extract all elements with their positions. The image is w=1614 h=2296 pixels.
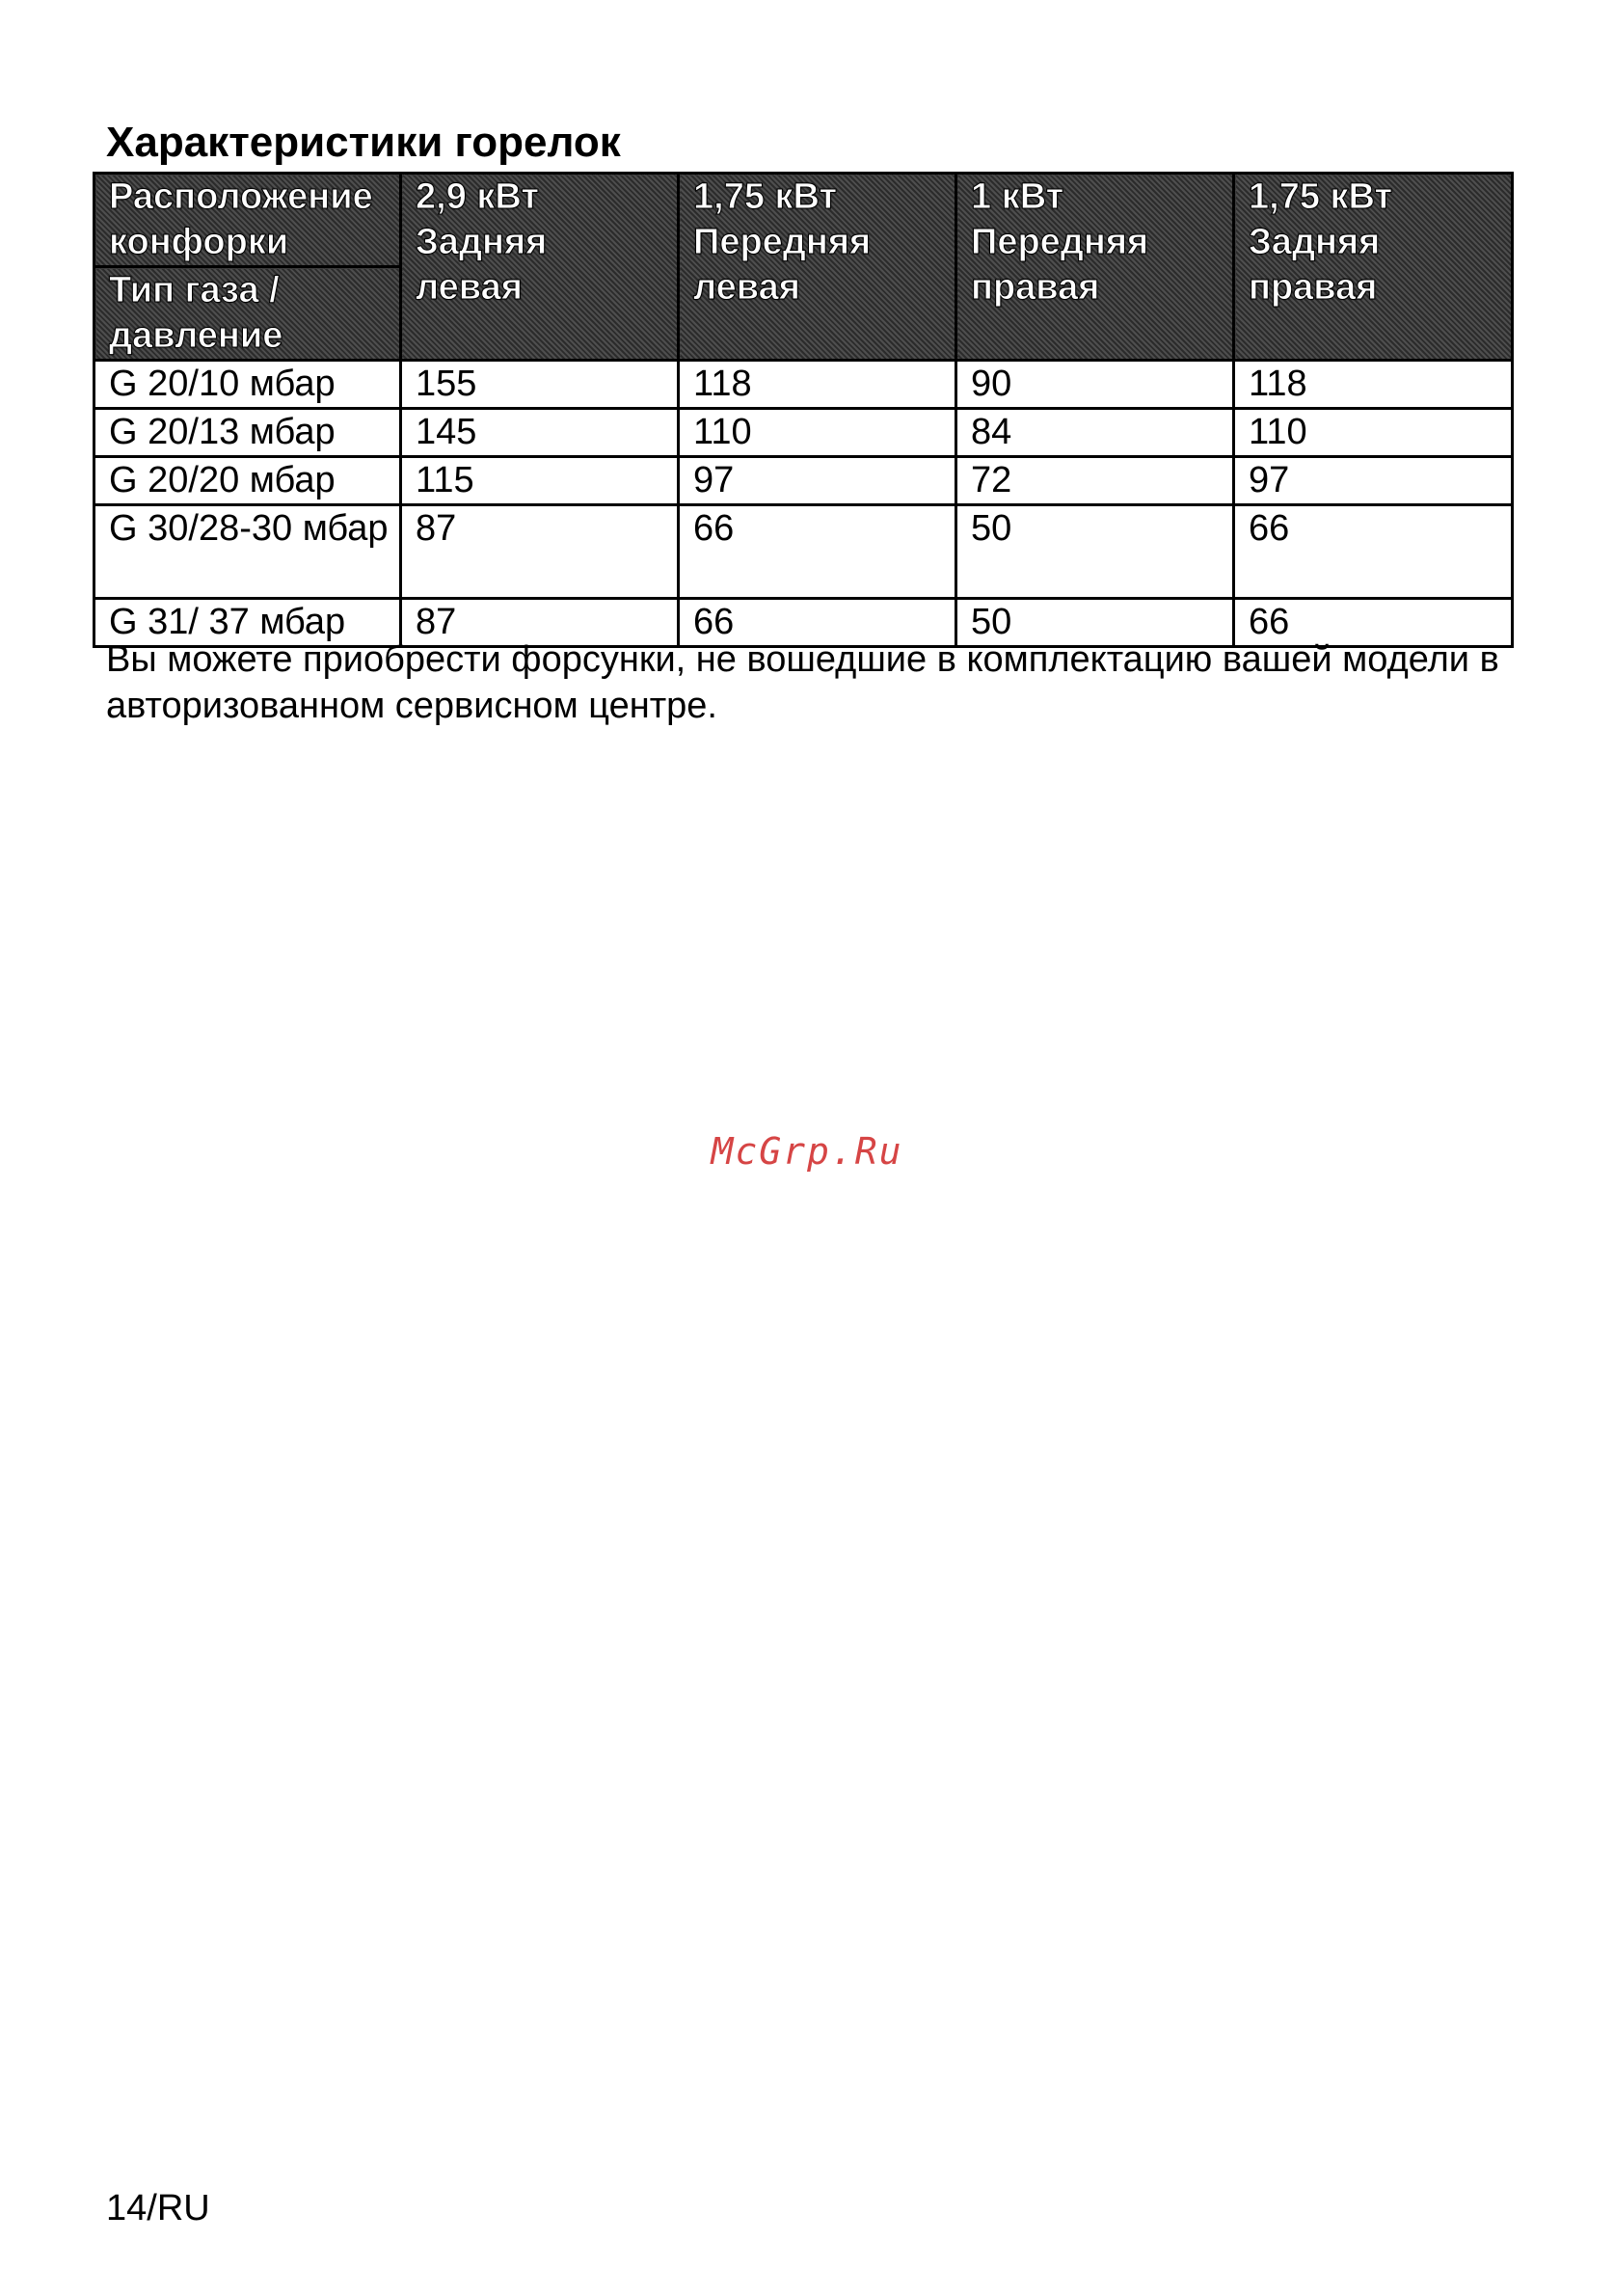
watermark: McGrp.Ru bbox=[711, 1130, 903, 1173]
table-row bbox=[94, 457, 1513, 505]
value-cell: 66 bbox=[679, 505, 956, 599]
header-position-label: Расположение конфорки bbox=[94, 174, 401, 267]
value-cell: 72 bbox=[956, 457, 1234, 505]
gas-cell: G 30/28-30 мбар bbox=[94, 505, 401, 599]
header-burner-1: 2,9 кВт Задняя левая bbox=[401, 174, 679, 361]
header-burner-4: 1,75 кВт Задняя правая bbox=[1234, 174, 1513, 361]
table-row bbox=[94, 361, 1513, 409]
value-cell: 115 bbox=[401, 457, 679, 505]
value-cell: 110 bbox=[679, 409, 956, 457]
gas-cell: G 20/10 мбар bbox=[94, 361, 401, 409]
value-cell: 145 bbox=[401, 409, 679, 457]
value-cell: 118 bbox=[1234, 361, 1513, 409]
gas-cell: G 20/13 мбар bbox=[94, 409, 401, 457]
value-cell: 66 bbox=[679, 599, 956, 647]
value-cell: 50 bbox=[956, 505, 1234, 599]
header-burner-2: 1,75 кВт Передняя левая bbox=[679, 174, 956, 361]
value-cell: 110 bbox=[1234, 409, 1513, 457]
burner-specs-table bbox=[93, 172, 1514, 648]
value-cell: 66 bbox=[1234, 505, 1513, 599]
page-number: 14/RU bbox=[106, 2188, 210, 2228]
value-cell: 50 bbox=[956, 599, 1234, 647]
page-title: Характеристики горелок bbox=[106, 119, 621, 166]
value-cell: 90 bbox=[956, 361, 1234, 409]
header-gas-label: Тип газа / давление bbox=[94, 267, 401, 361]
value-cell: 118 bbox=[679, 361, 956, 409]
value-cell: 97 bbox=[1234, 457, 1513, 505]
table-row bbox=[94, 505, 1513, 599]
value-cell: 84 bbox=[956, 409, 1234, 457]
value-cell: 87 bbox=[401, 599, 679, 647]
gas-cell: G 20/20 мбар bbox=[94, 457, 401, 505]
value-cell: 97 bbox=[679, 457, 956, 505]
gas-cell: G 31/ 37 мбар bbox=[94, 599, 401, 647]
header-burner-3: 1 кВт Передняя правая bbox=[956, 174, 1234, 361]
value-cell: 87 bbox=[401, 505, 679, 599]
value-cell: 66 bbox=[1234, 599, 1513, 647]
table-row bbox=[94, 409, 1513, 457]
value-cell: 155 bbox=[401, 361, 679, 409]
injector-note: Вы можете приобрести форсунки, не вошедшие в комплектацию вашей модели в авторизованном сервисном центре. bbox=[106, 639, 1499, 726]
